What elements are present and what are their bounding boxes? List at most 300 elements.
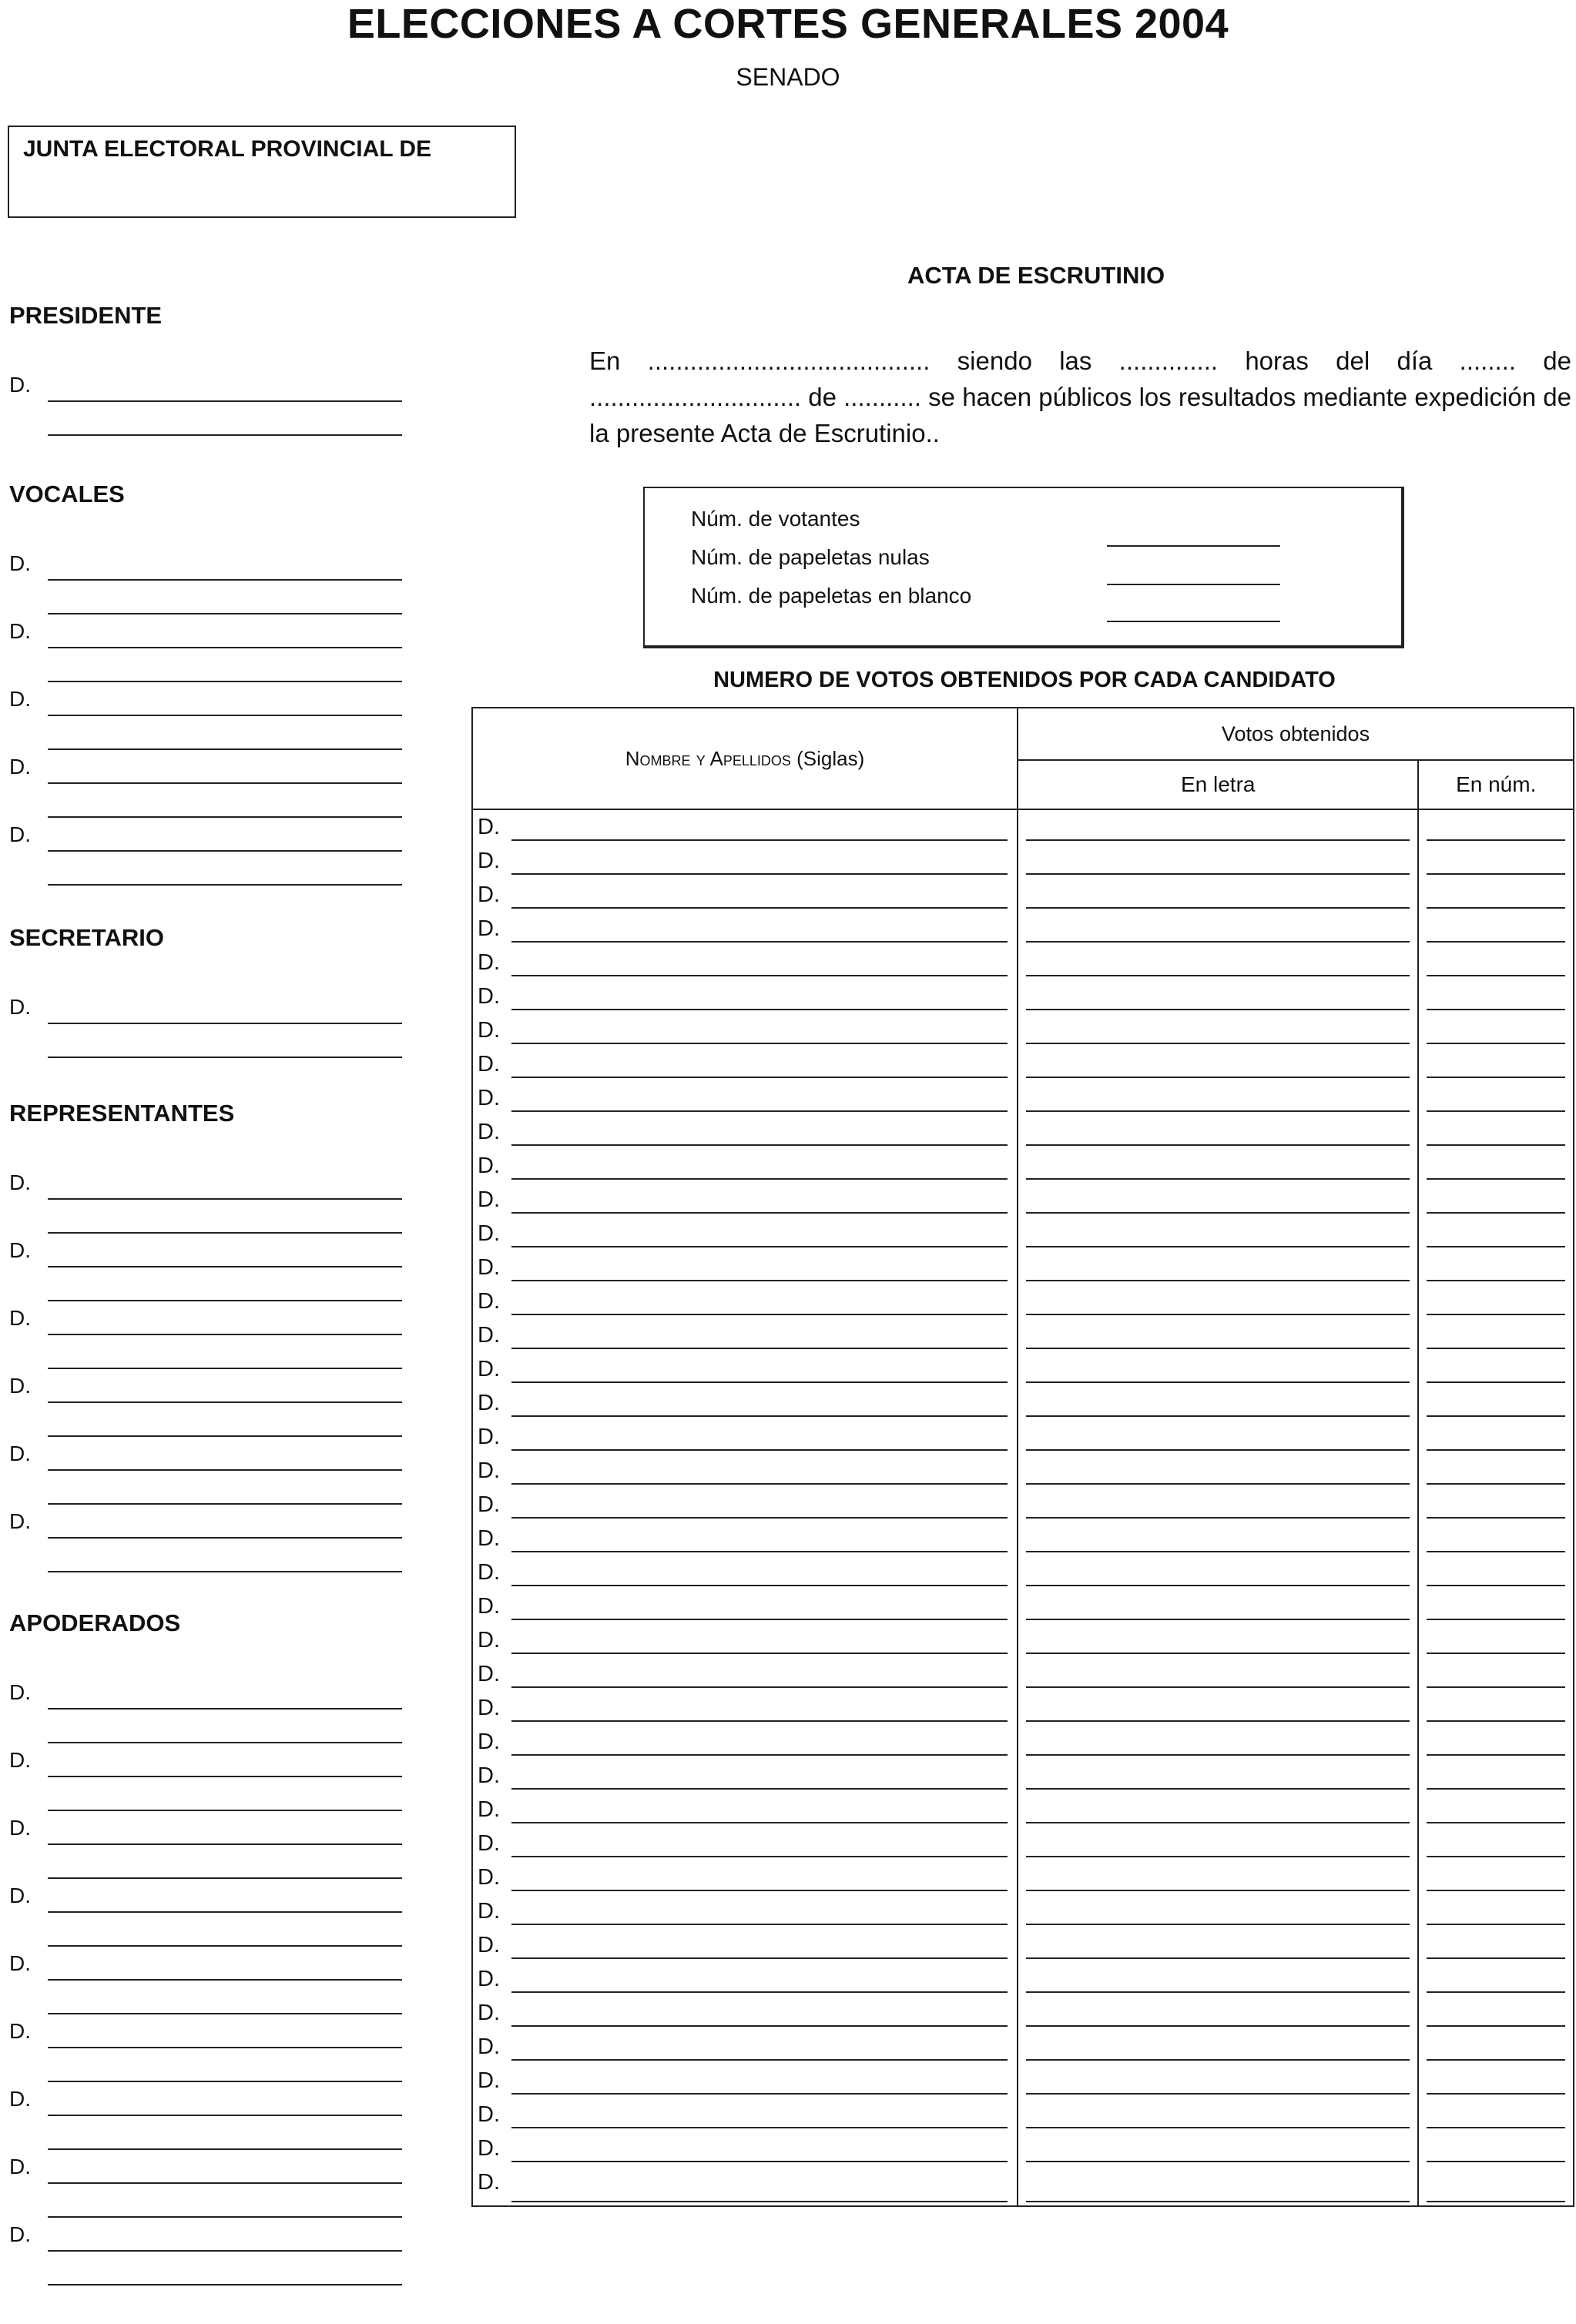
votes-num-cell[interactable] xyxy=(1418,1759,1574,1793)
votes-num-line xyxy=(1427,1212,1565,1214)
representantes-d-label: D. xyxy=(9,1170,31,1194)
candidate-name-line xyxy=(511,1551,1008,1552)
vocales-name-field-2[interactable] xyxy=(48,613,402,614)
vocales-name-field[interactable] xyxy=(48,579,402,581)
vocales-d-label: D. xyxy=(9,755,31,779)
table-row xyxy=(472,1793,1574,1827)
votes-num-cell[interactable] xyxy=(1418,1522,1574,1555)
vocales-name-field-2[interactable] xyxy=(48,681,402,682)
candidate-name-cell[interactable] xyxy=(472,1894,1018,1928)
votes-letra-cell[interactable] xyxy=(1018,1691,1418,1725)
secretario-name-field-2[interactable] xyxy=(48,1057,402,1058)
presidente-name-field[interactable] xyxy=(48,400,402,402)
votes-num-line xyxy=(1427,2127,1565,2128)
table-row xyxy=(472,1183,1574,1217)
votes-letra-cell[interactable] xyxy=(1018,1047,1418,1081)
votes-num-cell[interactable] xyxy=(1418,1928,1574,1962)
votes-letra-cell[interactable] xyxy=(1018,1352,1418,1386)
candidate-name-cell[interactable] xyxy=(472,1623,1018,1657)
representantes-name-field-2[interactable] xyxy=(48,1503,402,1505)
apoderados-d-label: D. xyxy=(9,2222,31,2246)
votes-letra-cell[interactable] xyxy=(1018,1149,1418,1183)
candidate-d-label: D. xyxy=(478,1526,500,1551)
votes-letra-cell[interactable] xyxy=(1018,1420,1418,1454)
votes-num-cell[interactable] xyxy=(1418,1183,1574,1217)
votes-letra-cell[interactable] xyxy=(1018,2131,1418,2165)
votes-num-cell[interactable] xyxy=(1418,1318,1574,1352)
votes-letra-cell[interactable] xyxy=(1018,1962,1418,1996)
votes-letra-line xyxy=(1026,2093,1410,2095)
candidate-name-line xyxy=(511,1009,1008,1010)
votes-letra-cell[interactable] xyxy=(1018,809,1418,844)
apoderados-name-field[interactable] xyxy=(48,1708,402,1710)
votes-letra-line xyxy=(1026,1856,1410,1857)
table-row xyxy=(472,1454,1574,1488)
votes-num-cell[interactable] xyxy=(1418,1793,1574,1827)
candidate-name-cell[interactable] xyxy=(472,1352,1018,1386)
votes-letra-cell[interactable] xyxy=(1018,2030,1418,2064)
votes-num-line xyxy=(1427,1415,1565,1417)
apoderados-name-field-2[interactable] xyxy=(48,2013,402,2014)
candidate-d-label: D. xyxy=(478,1357,500,1381)
candidate-name-cell[interactable] xyxy=(472,1522,1018,1555)
votes-num-cell[interactable] xyxy=(1418,1454,1574,1488)
votes-letra-line xyxy=(1026,1077,1410,1078)
votes-num-line xyxy=(1427,1720,1565,1722)
votes-num-cell[interactable] xyxy=(1418,1962,1574,1996)
votes-num-cell[interactable] xyxy=(1418,946,1574,979)
candidate-name-cell[interactable] xyxy=(472,1047,1018,1081)
junta-electoral-box[interactable] xyxy=(8,126,516,218)
candidate-d-label: D. xyxy=(478,882,500,907)
votes-letra-line xyxy=(1026,1043,1410,1044)
votes-letra-cell[interactable] xyxy=(1018,878,1418,912)
table-row xyxy=(472,844,1574,878)
candidate-d-label: D. xyxy=(478,2102,500,2127)
votes-num-cell[interactable] xyxy=(1418,878,1574,912)
table-row xyxy=(472,1488,1574,1522)
votes-letra-cell[interactable] xyxy=(1018,1657,1418,1691)
vocales-name-field[interactable] xyxy=(48,850,402,852)
representantes-name-field[interactable] xyxy=(48,1401,402,1403)
table-row xyxy=(472,1759,1574,1793)
candidate-d-label: D. xyxy=(478,2034,500,2059)
votes-letra-line xyxy=(1026,2059,1410,2061)
candidate-name-cell[interactable] xyxy=(472,1759,1018,1793)
representantes-d-label: D. xyxy=(9,1374,31,1398)
votes-letra-cell[interactable] xyxy=(1018,1251,1418,1284)
table-row xyxy=(472,1420,1574,1454)
votes-num-cell[interactable] xyxy=(1418,1691,1574,1725)
votes-num-cell[interactable] xyxy=(1418,1284,1574,1318)
votes-num-line xyxy=(1427,1653,1565,1654)
votes-letra-cell[interactable] xyxy=(1018,1928,1418,1962)
candidate-name-cell[interactable] xyxy=(472,1318,1018,1352)
table-row xyxy=(472,1217,1574,1251)
votes-num-cell[interactable] xyxy=(1418,1725,1574,1759)
vocales-d-label: D. xyxy=(9,619,31,643)
vocales-name-field-2[interactable] xyxy=(48,884,402,886)
votes-letra-cell[interactable] xyxy=(1018,1555,1418,1589)
votes-num-cell[interactable] xyxy=(1418,1352,1574,1386)
table-row xyxy=(472,979,1574,1013)
candidate-name-line xyxy=(511,907,1008,909)
votes-letra-cell[interactable] xyxy=(1018,1454,1418,1488)
votes-letra-cell[interactable] xyxy=(1018,1217,1418,1251)
candidate-d-label: D. xyxy=(478,984,500,1009)
candidate-name-cell[interactable] xyxy=(472,1589,1018,1623)
apoderados-name-field[interactable] xyxy=(48,1843,402,1845)
votes-num-line xyxy=(1427,1348,1565,1349)
apoderados-name-field-2[interactable] xyxy=(48,2148,402,2150)
representantes-name-field-2[interactable] xyxy=(48,1435,402,1437)
candidate-d-label: D. xyxy=(478,1120,500,1144)
candidate-name-line xyxy=(511,1653,1008,1654)
candidate-name-cell[interactable] xyxy=(472,2131,1018,2165)
representantes-name-field-2[interactable] xyxy=(48,1368,402,1369)
votes-num-cell[interactable] xyxy=(1418,2131,1574,2165)
apoderados-name-field-2[interactable] xyxy=(48,2216,402,2218)
presidente-name-field-2[interactable] xyxy=(48,434,402,436)
votes-letra-cell[interactable] xyxy=(1018,912,1418,946)
candidate-d-label: D. xyxy=(478,1696,500,1720)
apoderados-d-label: D. xyxy=(9,1816,31,1840)
votes-letra-line xyxy=(1026,1415,1410,1417)
votes-letra-cell[interactable] xyxy=(1018,844,1418,878)
apoderados-name-field[interactable] xyxy=(48,2047,402,2048)
vocales-d-label: D. xyxy=(9,687,31,711)
table-row xyxy=(472,878,1574,912)
candidate-name-line xyxy=(511,1619,1008,1620)
candidate-name-cell[interactable] xyxy=(472,1081,1018,1115)
votes-letra-line xyxy=(1026,1890,1410,1891)
representantes-name-field[interactable] xyxy=(48,1198,402,1200)
votes-letra-line xyxy=(1026,1822,1410,1823)
vocales-name-field[interactable] xyxy=(48,647,402,648)
votes-num-line xyxy=(1427,1585,1565,1586)
table-row xyxy=(472,1251,1574,1284)
stat-nulas-field[interactable] xyxy=(1107,584,1280,585)
table-row xyxy=(472,1894,1574,1928)
candidate-name-line xyxy=(511,1788,1008,1790)
votes-num-line xyxy=(1427,1754,1565,1756)
table-row xyxy=(472,1149,1574,1183)
votes-num-cell[interactable] xyxy=(1418,1555,1574,1589)
candidate-name-line xyxy=(511,1178,1008,1180)
votes-letra-cell[interactable] xyxy=(1018,1115,1418,1149)
representantes-name-field-2[interactable] xyxy=(48,1571,402,1572)
votes-num-cell[interactable] xyxy=(1418,2165,1574,2206)
candidate-name-cell[interactable] xyxy=(472,946,1018,979)
representantes-d-label: D. xyxy=(9,1306,31,1330)
candidate-d-label: D. xyxy=(478,950,500,975)
candidate-d-label: D. xyxy=(478,1797,500,1822)
col-num-header: En núm. xyxy=(1418,760,1574,809)
votes-num-cell[interactable] xyxy=(1418,1860,1574,1894)
votes-letra-cell[interactable] xyxy=(1018,1759,1418,1793)
col-letra-header: En letra xyxy=(1018,760,1418,809)
votes-letra-line xyxy=(1026,1924,1410,1925)
apoderados-name-field-2[interactable] xyxy=(48,1945,402,1947)
acta-title: ACTA DE ESCRUTINIO xyxy=(907,262,1165,289)
stat-blanco-field[interactable] xyxy=(1107,621,1280,622)
candidate-name-line xyxy=(511,941,1008,943)
votes-num-cell[interactable] xyxy=(1418,1149,1574,1183)
votes-num-cell[interactable] xyxy=(1418,1115,1574,1149)
votes-num-cell[interactable] xyxy=(1418,1623,1574,1657)
apoderados-name-field-2[interactable] xyxy=(48,1877,402,1879)
votes-letra-cell[interactable] xyxy=(1018,1386,1418,1420)
section-representantes: REPRESENTANTES xyxy=(9,1100,235,1127)
votes-num-line xyxy=(1427,2201,1565,2202)
votes-letra-cell[interactable] xyxy=(1018,1318,1418,1352)
votes-num-cell[interactable] xyxy=(1418,1996,1574,2030)
table-row xyxy=(472,2131,1574,2165)
votes-num-line xyxy=(1427,1991,1565,1993)
candidate-name-cell[interactable] xyxy=(472,979,1018,1013)
candidate-name-cell[interactable] xyxy=(472,2165,1018,2206)
votes-num-line xyxy=(1427,1788,1565,1790)
votes-letra-line xyxy=(1026,1619,1410,1620)
apoderados-name-field[interactable] xyxy=(48,1776,402,1777)
votes-num-cell[interactable] xyxy=(1418,2064,1574,2098)
votes-num-line xyxy=(1427,1619,1565,1620)
votes-num-cell[interactable] xyxy=(1418,809,1574,844)
representantes-name-field[interactable] xyxy=(48,1334,402,1335)
votes-letra-line xyxy=(1026,1720,1410,1722)
vocales-name-field-2[interactable] xyxy=(48,748,402,750)
candidate-d-label: D. xyxy=(478,1628,500,1653)
candidate-name-cell[interactable] xyxy=(472,2064,1018,2098)
votes-letra-cell[interactable] xyxy=(1018,1488,1418,1522)
candidate-name-cell[interactable] xyxy=(472,1420,1018,1454)
votes-letra-cell[interactable] xyxy=(1018,2165,1418,2206)
votes-num-cell[interactable] xyxy=(1418,1488,1574,1522)
votes-letra-cell[interactable] xyxy=(1018,2098,1418,2131)
votes-letra-cell[interactable] xyxy=(1018,1183,1418,1217)
candidate-name-cell[interactable] xyxy=(472,1251,1018,1284)
candidate-name-cell[interactable] xyxy=(472,1013,1018,1047)
table-row xyxy=(472,1691,1574,1725)
section-apoderados: APODERADOS xyxy=(9,1609,181,1636)
candidate-name-cell[interactable] xyxy=(472,1962,1018,1996)
candidate-name-cell[interactable] xyxy=(472,1793,1018,1827)
candidate-name-cell[interactable] xyxy=(472,912,1018,946)
candidate-name-cell[interactable] xyxy=(472,1488,1018,1522)
candidate-d-label: D. xyxy=(478,1899,500,1924)
apoderados-name-field[interactable] xyxy=(48,2250,402,2252)
candidate-name-cell[interactable] xyxy=(472,844,1018,878)
candidate-name-cell[interactable] xyxy=(472,1827,1018,1860)
votes-num-cell[interactable] xyxy=(1418,2098,1574,2131)
apoderados-d-label: D. xyxy=(9,1951,31,1975)
candidate-name-line xyxy=(511,1754,1008,1756)
section-secretario: SECRETARIO xyxy=(9,924,164,951)
votes-num-cell[interactable] xyxy=(1418,1827,1574,1860)
apoderados-name-field-2[interactable] xyxy=(48,2284,402,2285)
votes-letra-cell[interactable] xyxy=(1018,946,1418,979)
votes-table xyxy=(471,707,1574,2207)
candidate-name-line xyxy=(511,1957,1008,1959)
votes-num-cell[interactable] xyxy=(1418,844,1574,878)
votes-num-line xyxy=(1427,1381,1565,1383)
apoderados-name-field[interactable] xyxy=(48,1911,402,1913)
votes-num-cell[interactable] xyxy=(1418,1047,1574,1081)
candidate-name-cell[interactable] xyxy=(472,1454,1018,1488)
representantes-name-field-2[interactable] xyxy=(48,1300,402,1301)
votes-letra-cell[interactable] xyxy=(1018,1996,1418,2030)
votes-num-line xyxy=(1427,1110,1565,1112)
candidate-name-line xyxy=(511,2093,1008,2095)
table-row xyxy=(472,1860,1574,1894)
votes-letra-cell[interactable] xyxy=(1018,1013,1418,1047)
document-title: ELECCIONES A CORTES GENERALES 2004 xyxy=(347,1,1229,47)
table-row xyxy=(472,1318,1574,1352)
candidate-name-line xyxy=(511,1924,1008,1925)
acta-paragraph: En ........................................ siendo las .............. horas del día ........ de .............................. de ........... se hacen públicos los resultados mediante expedición de la presente Acta de Escrutinio.. xyxy=(589,347,1571,447)
candidate-name-cell[interactable] xyxy=(472,878,1018,912)
votes-num-cell[interactable] xyxy=(1418,1386,1574,1420)
candidate-name-line xyxy=(511,2201,1008,2202)
table-row xyxy=(472,1047,1574,1081)
table-row xyxy=(472,1386,1574,1420)
representantes-name-field[interactable] xyxy=(48,1537,402,1539)
votes-letra-line xyxy=(1026,1449,1410,1451)
candidate-name-cell[interactable] xyxy=(472,2030,1018,2064)
votes-num-cell[interactable] xyxy=(1418,1420,1574,1454)
apoderados-name-field[interactable] xyxy=(48,1979,402,1981)
votes-num-cell[interactable] xyxy=(1418,912,1574,946)
votes-letra-line xyxy=(1026,1381,1410,1383)
candidate-name-cell[interactable] xyxy=(472,1555,1018,1589)
votes-letra-line xyxy=(1026,907,1410,909)
votes-letra-line xyxy=(1026,1653,1410,1654)
section-vocales: VOCALES xyxy=(9,481,125,507)
candidate-d-label: D. xyxy=(478,1492,500,1517)
secretario-d-label: D. xyxy=(9,995,31,1019)
candidate-name-cell[interactable] xyxy=(472,1386,1018,1420)
candidate-name-cell[interactable] xyxy=(472,1691,1018,1725)
candidate-name-cell[interactable] xyxy=(472,1657,1018,1691)
representantes-name-field[interactable] xyxy=(48,1469,402,1471)
candidate-name-line xyxy=(511,1314,1008,1315)
votes-letra-cell[interactable] xyxy=(1018,979,1418,1013)
votes-letra-line xyxy=(1026,2025,1410,2027)
candidate-name-cell[interactable] xyxy=(472,809,1018,844)
candidate-d-label: D. xyxy=(478,1154,500,1178)
votes-letra-line xyxy=(1026,1009,1410,1010)
votes-num-cell[interactable] xyxy=(1418,2030,1574,2064)
candidate-name-cell[interactable] xyxy=(472,1115,1018,1149)
table-row xyxy=(472,1657,1574,1691)
votes-letra-cell[interactable] xyxy=(1018,1827,1418,1860)
votes-letra-line xyxy=(1026,1280,1410,1281)
table-row xyxy=(472,1725,1574,1759)
vocales-name-field[interactable] xyxy=(48,715,402,716)
table-row xyxy=(472,2098,1574,2131)
candidate-name-cell[interactable] xyxy=(472,1725,1018,1759)
votes-letra-cell[interactable] xyxy=(1018,1860,1418,1894)
votes-num-cell[interactable] xyxy=(1418,1251,1574,1284)
candidate-name-line xyxy=(511,1890,1008,1891)
votes-num-line xyxy=(1427,873,1565,875)
votes-letra-cell[interactable] xyxy=(1018,1623,1418,1657)
secretario-name-field[interactable] xyxy=(48,1023,402,1024)
candidate-d-label: D. xyxy=(478,1933,500,1957)
candidate-d-label: D. xyxy=(478,1662,500,1686)
votes-letra-line xyxy=(1026,1754,1410,1756)
votes-letra-line xyxy=(1026,1788,1410,1790)
apoderados-name-field-2[interactable] xyxy=(48,2081,402,2082)
candidate-name-cell[interactable] xyxy=(472,1183,1018,1217)
votes-num-line xyxy=(1427,1924,1565,1925)
votes-num-cell[interactable] xyxy=(1418,1217,1574,1251)
apoderados-name-field-2[interactable] xyxy=(48,1742,402,1743)
vocales-name-field-2[interactable] xyxy=(48,816,402,818)
candidate-name-line xyxy=(511,839,1008,841)
votes-num-line xyxy=(1427,1314,1565,1315)
votes-num-cell[interactable] xyxy=(1418,1657,1574,1691)
votes-letra-line xyxy=(1026,1178,1410,1180)
candidate-name-cell[interactable] xyxy=(472,1217,1018,1251)
col-name-suffix: (Siglas) xyxy=(796,746,865,770)
candidate-name-cell[interactable] xyxy=(472,2098,1018,2131)
votes-num-cell[interactable] xyxy=(1418,1081,1574,1115)
votes-letra-cell[interactable] xyxy=(1018,1284,1418,1318)
candidate-name-cell[interactable] xyxy=(472,1928,1018,1962)
votes-letra-line xyxy=(1026,1314,1410,1315)
votes-num-cell[interactable] xyxy=(1418,1894,1574,1928)
candidate-d-label: D. xyxy=(478,1018,500,1043)
votes-letra-line xyxy=(1026,2201,1410,2202)
candidate-name-cell[interactable] xyxy=(472,1284,1018,1318)
votes-letra-cell[interactable] xyxy=(1018,2064,1418,2098)
apoderados-name-field-2[interactable] xyxy=(48,1810,402,1811)
candidate-name-line xyxy=(511,1077,1008,1078)
votes-num-cell[interactable] xyxy=(1418,1013,1574,1047)
votes-num-line xyxy=(1427,1144,1565,1146)
vocales-name-field[interactable] xyxy=(48,782,402,784)
votes-num-line xyxy=(1427,975,1565,976)
apoderados-name-field[interactable] xyxy=(48,2182,402,2184)
votes-letra-cell[interactable] xyxy=(1018,1793,1418,1827)
candidate-name-cell[interactable] xyxy=(472,1996,1018,2030)
votes-letra-line xyxy=(1026,941,1410,943)
votes-letra-cell[interactable] xyxy=(1018,1894,1418,1928)
col-votos-header: Votos obtenidos xyxy=(1018,708,1574,760)
votes-letra-line xyxy=(1026,975,1410,976)
candidate-name-cell[interactable] xyxy=(472,1860,1018,1894)
candidate-d-label: D. xyxy=(478,1865,500,1890)
table-row xyxy=(472,2030,1574,2064)
votes-num-line xyxy=(1427,1483,1565,1485)
votes-num-cell[interactable] xyxy=(1418,1589,1574,1623)
votes-table-heading: NUMERO DE VOTOS OBTENIDOS POR CADA CANDIDATO xyxy=(713,668,1336,692)
votes-letra-cell[interactable] xyxy=(1018,1725,1418,1759)
candidate-name-cell[interactable] xyxy=(472,1149,1018,1183)
representantes-name-field-2[interactable] xyxy=(48,1232,402,1234)
stat-nulas-label: Núm. de papeletas nulas xyxy=(691,545,930,569)
votes-letra-cell[interactable] xyxy=(1018,1522,1418,1555)
stat-votantes-field[interactable] xyxy=(1107,545,1280,547)
votes-num-cell[interactable] xyxy=(1418,979,1574,1013)
votes-letra-line xyxy=(1026,1686,1410,1688)
votes-letra-cell[interactable] xyxy=(1018,1589,1418,1623)
candidate-name-line xyxy=(511,1110,1008,1112)
apoderados-name-field[interactable] xyxy=(48,2115,402,2116)
representantes-name-field[interactable] xyxy=(48,1266,402,1267)
votes-letra-cell[interactable] xyxy=(1018,1081,1418,1115)
